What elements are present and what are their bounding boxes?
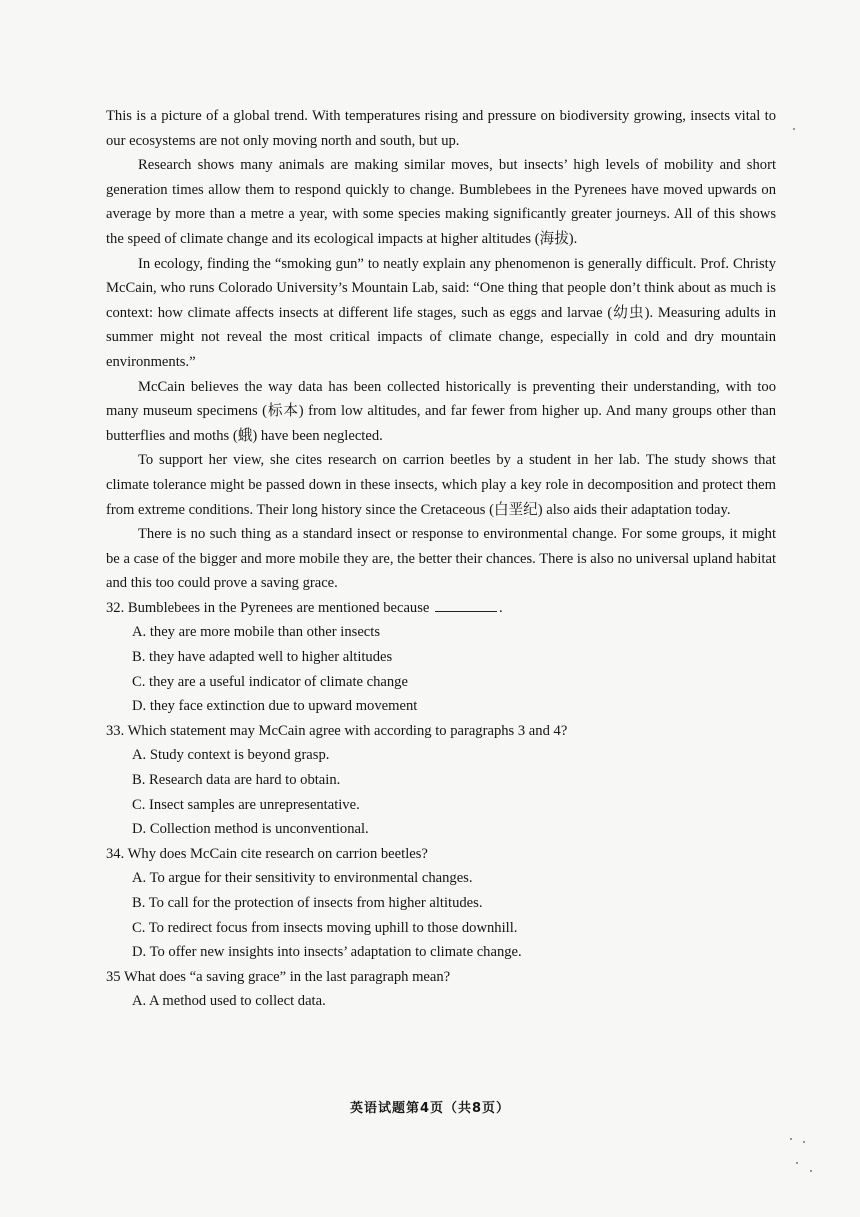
option-c: C. they are a useful indicator of climate change xyxy=(132,673,408,690)
option-a: A. To argue for their sensitivity to environmental changes. xyxy=(132,870,473,887)
passage-paragraph-4: McCain believes the way data has been collected historically is preventing their understanding, with too many museum specimens (标本) from low altitudes, and far fewer from higher up. And many groups other than butterflies and moths (蛾) have been neglected. xyxy=(106,378,776,444)
passage-paragraph-6: There is no such thing as a standard insect or response to environmental change. For some groups, it might be a case of the bigger and more mobile they are, the better their chances. There is also no universal upland habitat and this too could prove a saving grace. xyxy=(106,526,776,592)
question-stem: 35 What does “a saving grace” in the last paragraph mean? xyxy=(106,968,451,985)
option-a: A. Study context is beyond grasp. xyxy=(132,747,330,764)
option-b: B. Research data are hard to obtain. xyxy=(132,772,341,789)
option-d: D. To offer new insights into insects’ adaptation to climate change. xyxy=(132,944,522,961)
question-stem: 33. Which statement may McCain agree with according to paragraphs 3 and 4? xyxy=(106,722,568,739)
question-32 xyxy=(106,596,776,719)
page-content xyxy=(106,104,776,1014)
option-c: C. To redirect focus from insects moving uphill to those downhill. xyxy=(132,919,518,936)
passage-paragraph-3: In ecology, finding the “smoking gun” to neatly explain any phenomenon is generally difficult. Prof. Christy McCain, who runs Colorado University’s Mountain Lab, said: “One thing that people don’t think about as much is context: how climate affects insects at different life stages, such as eggs and larvae (幼虫). Measuring adults in summer might not reveal the most critical impacts of climate change, especially in cold and dry mountain environments.” xyxy=(106,255,776,370)
passage-paragraph-1: This is a picture of a global trend. With temperatures rising and pressure on biodiversity growing, insects vital to our ecosystems are not only moving north and south, but up. xyxy=(106,108,776,149)
reading-passage xyxy=(106,104,776,596)
answer-blank xyxy=(435,597,497,612)
question-stem: 34. Why does McCain cite research on carrion beetles? xyxy=(106,845,428,862)
option-a: A. A method used to collect data. xyxy=(132,993,326,1010)
option-a: A. they are more mobile than other insects xyxy=(132,624,381,641)
question-34 xyxy=(106,842,776,965)
scan-speck xyxy=(810,1170,812,1172)
option-c: C. Insect samples are unrepresentative. xyxy=(132,796,360,813)
option-b: B. To call for the protection of insects from higher altitudes. xyxy=(132,895,483,911)
question-33 xyxy=(106,719,776,842)
question-35 xyxy=(106,965,776,1014)
page-footer: 英语试题第4页（共8页） xyxy=(349,1101,511,1116)
passage-paragraph-2: Research shows many animals are making similar moves, but insects’ high levels of mobility and short generation times allow them to respond quickly to change. Bumblebees in the Pyrenees have moved upwards on average by more than a metre a year, with some species making significantly greater journeys. All of this shows the speed of climate change and its ecological impacts at higher altitudes (海拔). xyxy=(106,157,776,247)
scan-speck xyxy=(793,128,795,130)
scan-speck xyxy=(803,1141,805,1143)
option-b: B. they have adapted well to higher altitudes xyxy=(132,649,393,666)
passage-paragraph-5: To support her view, she cites research on carrion beetles by a student in her lab. The study shows that climate tolerance might be passed down in these insects, which play a key role in decomposition and protect them from extreme conditions. Their long history since the Cretaceous (白垩纪) also aids their adaptation today. xyxy=(106,452,776,518)
question-stem-end: . xyxy=(499,599,503,616)
option-d: D. Collection method is unconventional. xyxy=(132,821,369,838)
option-d: D. they face extinction due to upward movement xyxy=(132,698,418,715)
question-stem-text: 32. Bumblebees in the Pyrenees are mentioned because xyxy=(106,599,430,616)
scan-speck xyxy=(796,1162,798,1164)
question-stem xyxy=(106,596,776,621)
scan-speck xyxy=(790,1138,792,1140)
